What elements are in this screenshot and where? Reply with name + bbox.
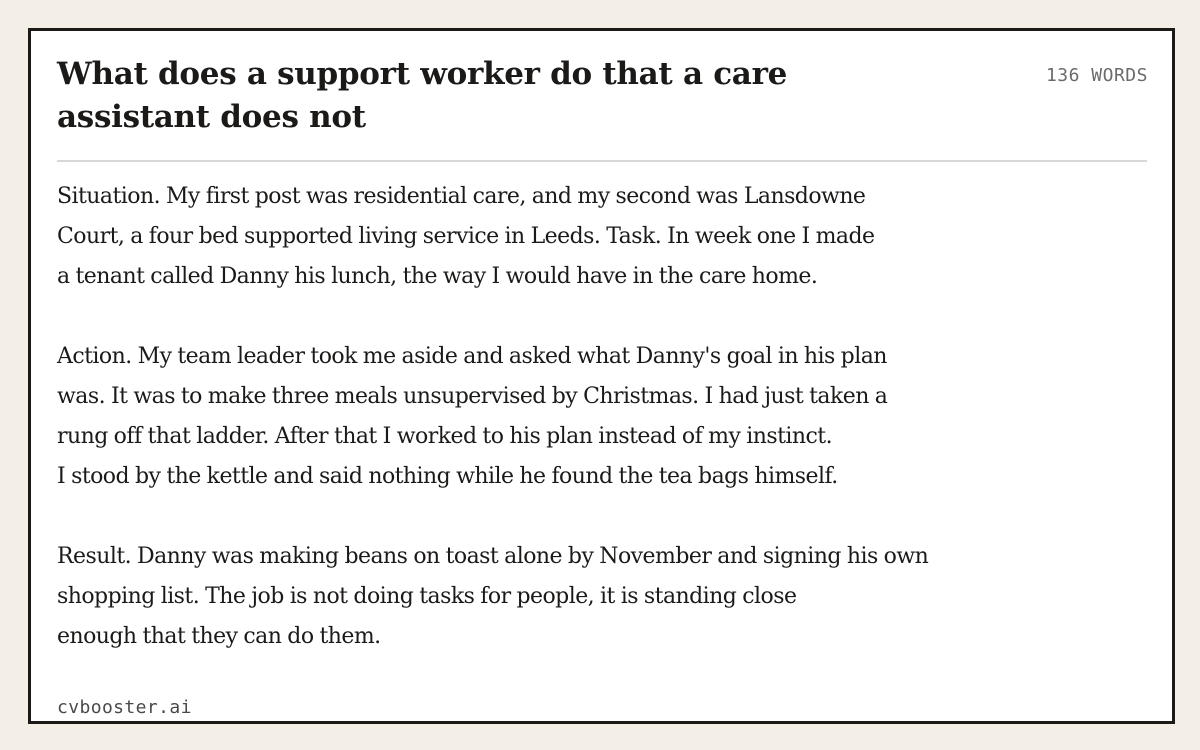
footer-brand-link[interactable]: cvbooster.ai [57,697,192,718]
body-line: Situation. My first post was residential care, and my second was Lansdowne [57,184,866,209]
body-line: was. It was to make three meals unsupervised by Christmas. I had just taken a [57,384,888,409]
body-line: a tenant called Danny his lunch, the way I would have in the care home. [57,264,818,289]
article-body [57,177,1147,697]
paragraph-action [57,337,1147,497]
body-line: I stood by the kettle and said nothing while he found the tea bags himself. [57,464,838,489]
body-line: Court, a four bed supported living service in Leeds. Task. In week one I made [57,224,875,249]
body-line: shopping list. The job is not doing tasks for people, it is standing close [57,584,797,609]
article-title [57,53,857,139]
article-card [28,28,1175,724]
word-count-label: 136 WORDS [1045,65,1148,86]
paragraph-situation [57,177,1147,297]
header-divider [57,160,1147,162]
body-line: Action. My team leader took me aside and asked what Danny's goal in his plan [57,344,887,369]
title-line: What does a support worker do that a care [57,56,788,92]
title-line: assistant does not [57,99,366,135]
body-line: Result. Danny was making beans on toast alone by November and signing his own [57,544,929,569]
body-line: enough that they can do them. [57,624,381,649]
body-line: rung off that ladder. After that I worked to his plan instead of my instinct. [57,424,833,449]
paragraph-result [57,537,1147,657]
